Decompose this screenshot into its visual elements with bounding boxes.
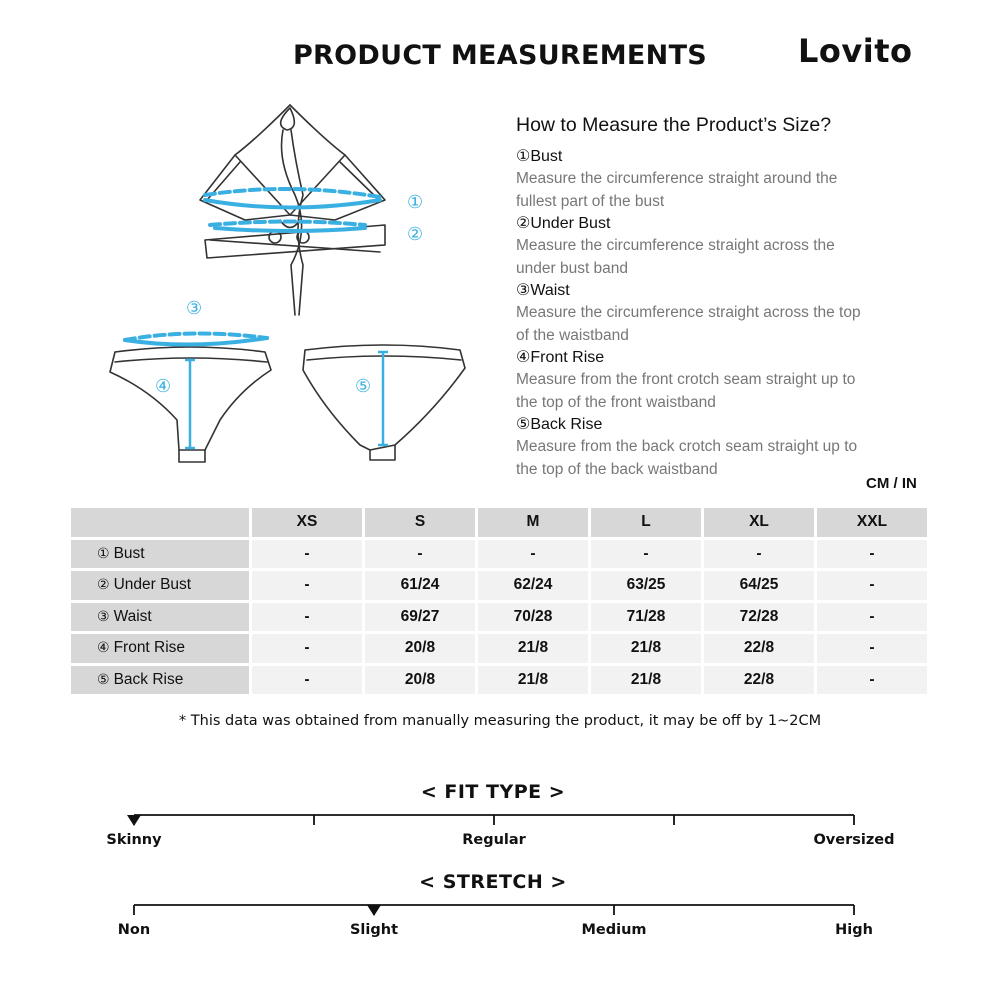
table-cell: - bbox=[704, 540, 814, 569]
guide-item-desc bbox=[516, 234, 916, 280]
row-number: ⑤ bbox=[97, 671, 110, 688]
row-number: ④ bbox=[97, 640, 110, 657]
guide-item-under-bust bbox=[516, 214, 916, 280]
row-label-text: Back Rise bbox=[113, 670, 184, 688]
fit-type-label-oversized: Oversized bbox=[813, 832, 895, 848]
desc-line: the top of the back waistband bbox=[516, 461, 718, 478]
fit-type-label-skinny: Skinny bbox=[106, 832, 162, 848]
table-row bbox=[71, 540, 927, 569]
table-cell: - bbox=[817, 540, 927, 569]
row-label bbox=[71, 571, 249, 600]
marker-2: ② bbox=[407, 224, 424, 245]
marker-5: ⑤ bbox=[355, 376, 372, 397]
desc-line: the top of the front waistband bbox=[516, 394, 716, 411]
guide-item-name: ②Under Bust bbox=[516, 215, 611, 232]
table-cell: 20/8 bbox=[365, 634, 475, 663]
desc-line: of the waistband bbox=[516, 327, 629, 344]
desc-line: Measure the circumference straight across the top bbox=[516, 304, 861, 321]
measurement-note: * This data was obtained from manually measuring the product, it may be off by 1~2CM bbox=[178, 713, 822, 729]
column-header: XXL bbox=[817, 508, 927, 537]
table-cell: 72/28 bbox=[704, 603, 814, 632]
fit-type-marker bbox=[127, 815, 141, 826]
table-cell: 62/24 bbox=[478, 571, 588, 600]
desc-line: fullest part of the bust bbox=[516, 193, 665, 210]
table-cell: - bbox=[817, 603, 927, 632]
row-label-text: Bust bbox=[113, 544, 145, 562]
row-number: ② bbox=[97, 577, 110, 594]
column-header: XS bbox=[252, 508, 362, 537]
table-cell: 64/25 bbox=[704, 571, 814, 600]
desc-line: Measure from the back crotch seam straight up to bbox=[516, 438, 858, 455]
units-label: CM / IN bbox=[866, 475, 917, 492]
table-cell: 21/8 bbox=[591, 634, 701, 663]
table-cell: - bbox=[478, 540, 588, 569]
guide-item-name: ④Front Rise bbox=[516, 349, 605, 366]
row-label bbox=[71, 666, 249, 695]
table-cell: - bbox=[365, 540, 475, 569]
table-corner bbox=[71, 508, 249, 537]
table-cell: 71/28 bbox=[591, 603, 701, 632]
guide-item-name: ①Bust bbox=[516, 148, 563, 165]
guide-item-desc bbox=[516, 435, 916, 481]
table-cell: 70/28 bbox=[478, 603, 588, 632]
fit-type-title: < FIT TYPE > bbox=[420, 781, 566, 803]
desc-line: under bust band bbox=[516, 260, 629, 277]
row-number: ① bbox=[97, 545, 110, 562]
guide-item-desc bbox=[516, 368, 916, 414]
table-cell: 22/8 bbox=[704, 634, 814, 663]
stretch-label-high: High bbox=[835, 922, 873, 938]
table-cell: 22/8 bbox=[704, 666, 814, 695]
row-number: ③ bbox=[97, 608, 110, 625]
guide-item-desc bbox=[516, 301, 916, 347]
row-label-text: Waist bbox=[113, 607, 152, 625]
brand-logo: Lovito bbox=[798, 32, 913, 70]
table-cell: - bbox=[817, 634, 927, 663]
stretch-label-medium: Medium bbox=[581, 922, 647, 938]
guide-item-back-rise bbox=[516, 415, 916, 481]
table-header-row bbox=[71, 508, 927, 537]
desc-line: Measure from the front crotch seam straight up to bbox=[516, 371, 856, 388]
table-cell: 61/24 bbox=[365, 571, 475, 600]
table-cell: - bbox=[252, 634, 362, 663]
table-cell: - bbox=[252, 540, 362, 569]
table-row bbox=[71, 603, 927, 632]
guide-item-desc bbox=[516, 167, 916, 213]
guide-item-name: ③Waist bbox=[516, 282, 570, 299]
guide-item-front-rise bbox=[516, 348, 916, 414]
desc-line: Measure the circumference straight around the bbox=[516, 170, 838, 187]
size-table bbox=[68, 505, 930, 697]
table-cell: - bbox=[252, 666, 362, 695]
table-row bbox=[71, 666, 927, 695]
row-label bbox=[71, 540, 249, 569]
column-header: M bbox=[478, 508, 588, 537]
guide-item-waist bbox=[516, 281, 916, 347]
table-cell: - bbox=[252, 603, 362, 632]
row-label bbox=[71, 634, 249, 663]
page-title: PRODUCT MEASUREMENTS bbox=[292, 40, 708, 71]
row-label bbox=[71, 603, 249, 632]
table-cell: 63/25 bbox=[591, 571, 701, 600]
table-cell: 69/27 bbox=[365, 603, 475, 632]
table-cell: 20/8 bbox=[365, 666, 475, 695]
desc-line: Measure the circumference straight across the bbox=[516, 237, 835, 254]
table-cell: - bbox=[817, 666, 927, 695]
stretch-label-non: Non bbox=[117, 922, 151, 938]
table-row bbox=[71, 634, 927, 663]
fit-type-label-regular: Regular bbox=[462, 832, 526, 848]
guide-item-name: ⑤Back Rise bbox=[516, 416, 603, 433]
table-row bbox=[71, 571, 927, 600]
guide-item-bust bbox=[516, 147, 916, 213]
table-cell: 21/8 bbox=[478, 634, 588, 663]
table-cell: 21/8 bbox=[591, 666, 701, 695]
marker-3: ③ bbox=[186, 298, 203, 319]
marker-1: ① bbox=[407, 192, 424, 213]
measure-guide bbox=[516, 114, 916, 482]
column-header: XL bbox=[704, 508, 814, 537]
column-header: L bbox=[591, 508, 701, 537]
table-cell: - bbox=[817, 571, 927, 600]
stretch-label-slight: Slight bbox=[349, 922, 399, 938]
marker-4: ④ bbox=[155, 376, 172, 397]
row-label-text: Front Rise bbox=[113, 639, 186, 657]
garment-illustration bbox=[95, 100, 495, 470]
stretch-marker bbox=[367, 905, 381, 916]
column-header: S bbox=[365, 508, 475, 537]
guide-heading: How to Measure the Product’s Size? bbox=[516, 114, 832, 136]
table-cell: 21/8 bbox=[478, 666, 588, 695]
table-cell: - bbox=[591, 540, 701, 569]
table-cell: - bbox=[252, 571, 362, 600]
row-label-text: Under Bust bbox=[113, 576, 192, 594]
stretch-title: < STRETCH > bbox=[419, 871, 567, 893]
